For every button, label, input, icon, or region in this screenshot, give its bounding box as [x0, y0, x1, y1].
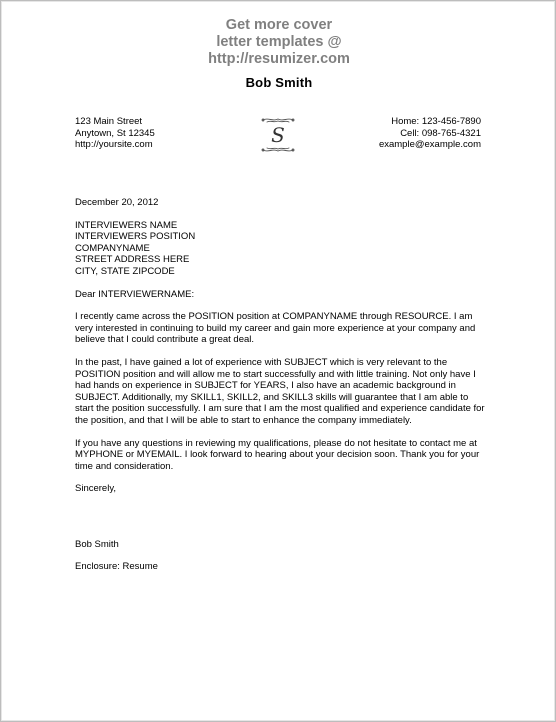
promo-banner[interactable] [1, 17, 556, 68]
promo-line-1: Get more cover [225, 17, 333, 33]
body-paragraph-2: In the past, I have gained a lot of experience with SUBJECT which is very relevant to the POSITION position and will allow me to start successfully and with little training. Not only have I had hands on experience in SUBJECT for YEARS, I also have an academic background in SUBJECT. Additionally, my SKILL1, SKILL2, and SKILL3 skills will guarantee that I am able to start the position successfully. I am sure that I am the most qualified and experience candidate for the position, and that I will be able to start to enhance the company immediately. [75, 356, 485, 426]
recipient-address-block [75, 220, 485, 278]
sender-website[interactable]: http://yoursite.com [75, 139, 153, 151]
recipient-city-state-zip: CITY, STATE ZIPCODE [75, 265, 175, 277]
recipient-company: COMPANYNAME [75, 242, 150, 254]
sender-cell-phone: Cell: 098-765-4321 [400, 127, 481, 139]
monogram-letter: S [271, 123, 285, 147]
sender-contact-block [379, 116, 481, 151]
sender-name-heading: Bob Smith [245, 75, 313, 90]
closing: Sincerely, [75, 483, 117, 495]
salutation: Dear INTERVIEWERNAME: [75, 288, 195, 300]
letter-body [75, 197, 485, 573]
sender-city: Anytown, St 12345 [75, 127, 155, 139]
letter-date: December 20, 2012 [75, 197, 159, 208]
recipient-name: INTERVIEWERS NAME [75, 219, 178, 231]
sender-address-block [75, 116, 155, 151]
body-paragraph-1: I recently came across the POSITION position at COMPANYNAME through RESOURCE. I am very interested in continuing to build my career and gain more experience at your company and believe that I could contribute a great deal. [75, 311, 476, 346]
enclosure-note: Enclosure: Resume [75, 561, 158, 573]
sender-street: 123 Main Street [75, 116, 143, 127]
promo-link[interactable]: http://resumizer.com [208, 51, 350, 67]
monogram-ornament-icon [259, 115, 297, 155]
sender-home-phone: Home: 123-456-7890 [391, 116, 481, 127]
promo-line-2: letter templates @ [216, 34, 342, 50]
signature-name: Bob Smith [75, 538, 119, 550]
recipient-position: INTERVIEWERS POSITION [75, 231, 196, 243]
sender-email[interactable]: example@example.com [378, 139, 481, 151]
body-paragraph-3: If you have any questions in reviewing my qualifications, please do not hesitate to contact me at MYPHONE or MYEMAIL. I look forward to hearing about your decision soon. Thank you for your time and consideration. [75, 437, 480, 472]
recipient-street: STREET ADDRESS HERE [75, 254, 190, 266]
